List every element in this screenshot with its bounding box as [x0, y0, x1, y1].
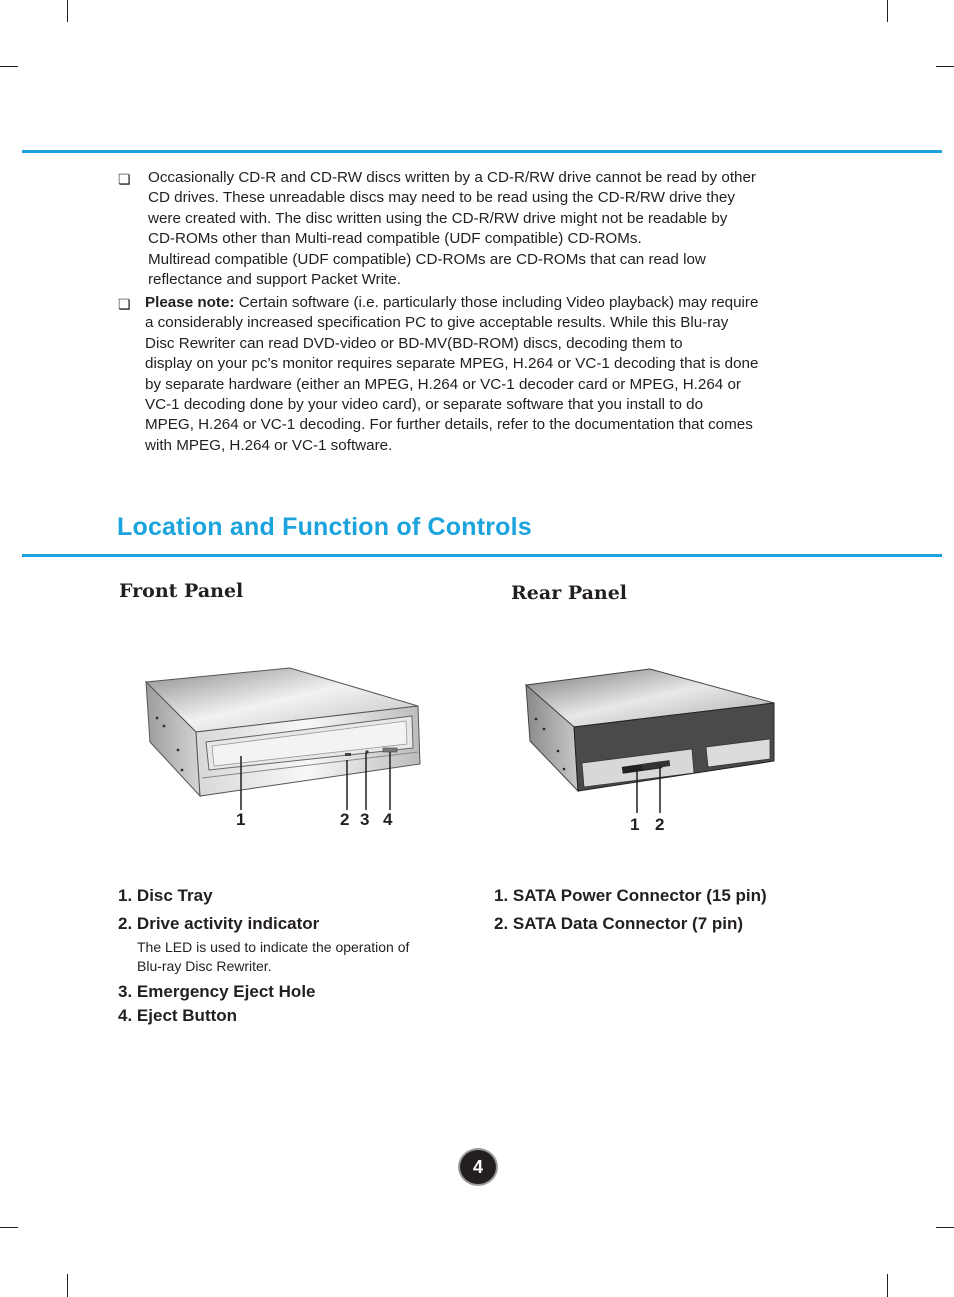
- page-number: 4: [460, 1150, 496, 1184]
- top-rule: [22, 150, 942, 153]
- crop-mark: [67, 0, 68, 22]
- note-bullet-discs: [118, 168, 838, 290]
- note-lead: Please note:: [145, 294, 235, 311]
- crop-mark: [0, 1227, 18, 1228]
- crop-mark: [936, 1227, 954, 1228]
- rear-callout-2: 2: [655, 815, 665, 834]
- section-title: Location and Function of Controls: [117, 513, 532, 541]
- front-item-2: 2. Drive activity indicator: [118, 914, 320, 933]
- crop-mark: [936, 66, 954, 67]
- front-item-1: 1. Disc Tray: [118, 886, 213, 905]
- front-item-3: 3. Emergency Eject Hole: [118, 982, 316, 1001]
- rear-callout-1: 1: [630, 815, 640, 834]
- crop-mark: [887, 0, 888, 22]
- crop-mark: [0, 66, 18, 67]
- crop-mark: [887, 1274, 888, 1297]
- rear-panel-title: Rear Panel: [511, 582, 628, 604]
- checkbox-bullet-icon: ❏: [118, 171, 131, 187]
- front-drive-illustration: [140, 660, 430, 810]
- section-rule: [22, 554, 942, 557]
- front-callout-1: 1: [236, 810, 246, 829]
- front-callout-4: 4: [383, 810, 393, 829]
- front-callout-2: 2: [340, 810, 350, 829]
- front-item-2-desc: The LED is used to indicate the operation of Blu-ray Disc Rewriter.: [137, 939, 410, 974]
- note-text: Certain software (i.e. particularly those including Video playback) may require a considerably increased specification PC to give acceptable results. While this Blu-ray Disc Rewriter can read DVD-video or BD-MV(BD-ROM) discs, decoding them to display on your pc’s monitor requires separate MPEG, H.264 or VC-1 decoding that is done by separate hardware (either an MPEG, H.264 or VC-1 decoder card or MPEG, H.264 or VC-1 decoding done by your video card), or separate software that you install to do MPEG, H.264 or VC-1 decoding. For further details, refer to the documentation that comes with MPEG, H.264 or VC-1 software.: [145, 294, 759, 454]
- rear-item-2: 2. SATA Data Connector (7 pin): [494, 914, 744, 933]
- checkbox-bullet-icon: ❏: [118, 296, 131, 312]
- rear-drive-illustration: [522, 663, 782, 813]
- note-bullet-software: [118, 293, 838, 458]
- front-panel-title: Front Panel: [119, 580, 244, 602]
- crop-mark: [67, 1274, 68, 1297]
- note-text: Occasionally CD-R and CD-RW discs written by a CD-R/RW drive cannot be read by other CD drives. These unreadable discs may need to be read using the CD-R/RW drive they were created with. The disc written using the CD-R/RW drive might not be readable by CD-ROMs other than Multi-read compatible (UDF compatible) CD-ROMs. Multiread compatible (UDF compatible) CD-ROMs are CD-ROMs that can read low reflectance and support Packet Write.: [148, 169, 756, 289]
- front-callout-3: 3: [360, 810, 370, 829]
- rear-item-1: 1. SATA Power Connector (15 pin): [494, 886, 767, 905]
- front-item-4: 4. Eject Button: [118, 1006, 238, 1025]
